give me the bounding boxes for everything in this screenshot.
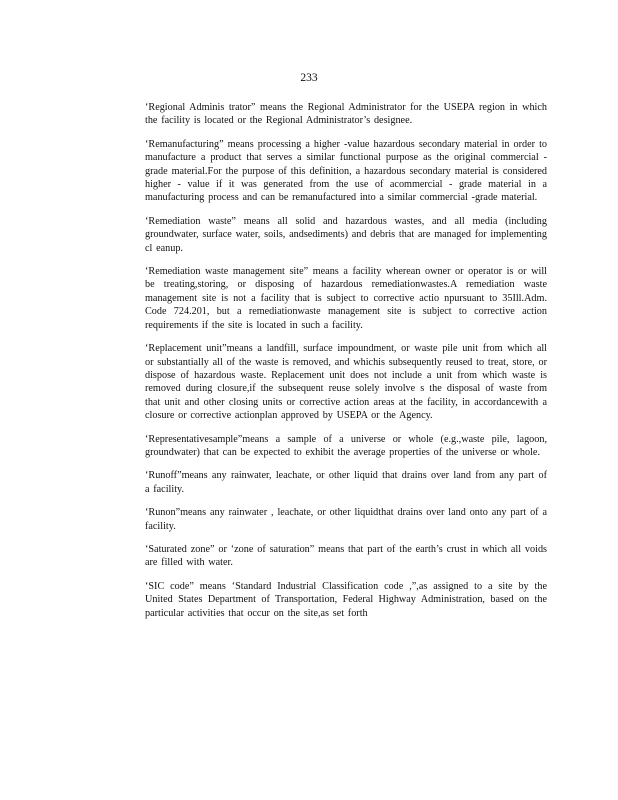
definition-runoff: ‘Runoff”means any rainwater, leachate, or other liquid that drains over land from any part of a facility. (145, 470, 547, 495)
definition-runon: ‘Runon”means any rainwater , leachate, or other liquidthat drains over land onto any part of a facility. (145, 507, 547, 532)
definition-regional-administrator: ‘Regional Adminis trator” means the Regional Administrator for the USEPA region in which the facility is located or the Regional Administrator’s designee. (145, 102, 547, 127)
definition-remediation-waste-management-site: ‘Remediation waste management site” means a facility wherean owner or operator is or will be treating,storing, or disposing of hazardous remediationwastes.A remediation waste management site is not a facility that is subject to corrective actio npursuant to 35Ill.Adm. Code 724.201, but a remediationwaste management site is subject to corrective action requirements if the site is located in such a facility. (145, 266, 547, 331)
page-number: 233 (300, 72, 318, 84)
definition-representative-sample: ‘Representativesample”means a sample of a universe or whole (e.g.,waste pile, lagoon, groundwater) that can be expected to exhibit the average properties of the universe or whole. (145, 433, 547, 458)
definition-remanufacturing: ‘Remanufacturing” means processing a higher -value hazardous secondary material in order to manufacture a product that serves a similar functional purpose as the original commercial -grade material.For the purpose of this definition, a hazardous secondary material is considered higher - value if it was generated from the use of acommercial - grade material in a manufacturing process and can be remanufactured into a similar commercial -grade material. (145, 138, 547, 204)
definition-saturated-zone: ‘Saturated zone” or ‘zone of saturation” means that part of the earth’s crust in which all voids are filled with water. (145, 543, 547, 569)
definition-replacement-unit: ‘Replacement unit”means a landfill, surface impoundment, or waste pile unit from which all or substantially all of the waste is removed, and whichis subsequently reused to treat, store, or dispose of hazardous waste. Replacement unit does not include a unit from which waste is removed during closure,if the subsequent reuse solely involve s the disposal of waste from that unit and other closing units or corrective action areas at the facility, in accordancewith a closure or corrective actionplan approved by USEPA or the Agency. (145, 343, 547, 422)
definition-sic-code: ‘SIC code” means ‘Standard Industrial Classification code ,”,as assigned to a site by the United States Department of Transportation, Federal Highway Administration, based on the particular activities that occur on the site,as set forth (145, 580, 547, 619)
definition-remediation-waste: ‘Remediation waste” means all solid and hazardous wastes, and all media (including groundwater, surface water, soils, andsediments) and debris that are managed for implementing cl eanup. (145, 215, 547, 254)
definitions-body (145, 101, 547, 630)
